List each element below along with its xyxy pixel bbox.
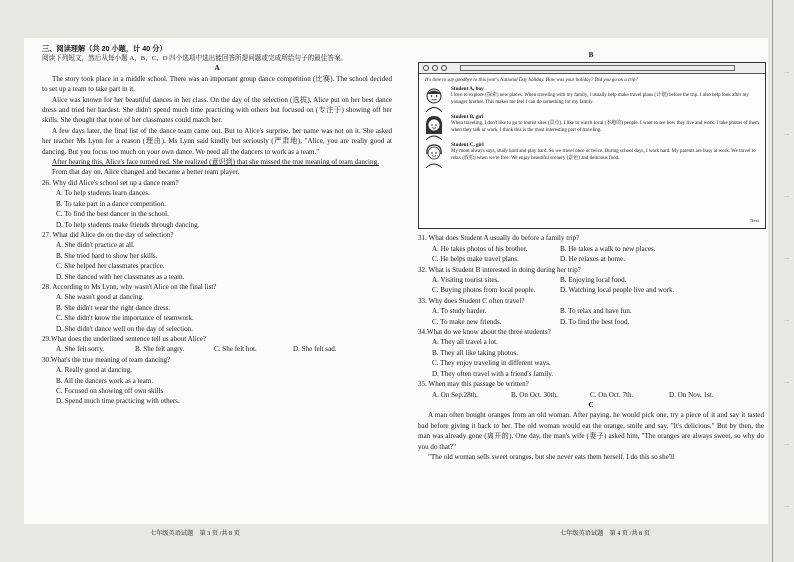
option: C. She felt hot. (214, 345, 257, 354)
option: C. Buying photos from local people. (432, 286, 536, 295)
option-row (432, 317, 764, 327)
section-title: 三、阅读理解（共 20 小题，计 40 分） (42, 44, 167, 53)
option-row (432, 390, 764, 400)
question-26: 26. Why did Alice's school set up a dance team? (42, 178, 179, 187)
browser-window-illustration (418, 62, 766, 229)
passage-c-para: "The old woman sells sweet oranges, but she never eats them herself. I do this so she'll (428, 452, 675, 461)
option: C. He helps make travel plans. (432, 255, 519, 264)
girl-avatar-icon (423, 142, 445, 168)
margin-tick: 一 (784, 71, 790, 77)
option: A. Visiting tourist sites. (432, 276, 500, 285)
passage-b-label: B (588, 51, 594, 59)
student-a-post (419, 84, 765, 112)
student-c-text: My mom always says, study hard and play hard. So we travel once or twice. During school days, I work hard. My parents are busy at work. We travel to relax (放松) when we're free. We enjoy beautiful scenery (景色) and delicious food. (451, 149, 756, 161)
question-29: 29.What does the underlined sentence tell us about Alice? (42, 334, 207, 343)
option: D. She didn't dance well on the day of selection. (56, 324, 194, 333)
passage-a-para: Alice was known for her beautiful dances in her class. On the day of the selection (选拔), Alice put on her best dance dress and tried her hardest. She didn't spend much time practicing with others but focused on (专注于) showing off her skills. She thought that none of her classmates could match her. (42, 95, 392, 125)
question-30: 30.What's the true meaning of team dancing? (42, 355, 171, 364)
option: D. Spend much time practicing with others. (56, 397, 180, 406)
section-instructions: 阅读下列短文，然后从每小题 A、B、C、D 四个选项中选出能回答所提问题或完成所给句子的最佳答案。 (42, 55, 348, 63)
option: B. To relax and have fun. (560, 307, 632, 316)
page-marker: Next (750, 218, 759, 223)
passage-a-underlined-para: After hearing this, Alice's face turned red. She realized (意识到) that she missed the true meaning of team dancing. (52, 158, 379, 167)
option: C. To find the best dancer in the school. (56, 210, 169, 219)
student-a-text: I love to explore (探索) new places. When traveling with my family, I usually help make travel plans (计划) before the trip. I also help look after my younger brother. This makes me feel I can do something for my family. (451, 93, 749, 105)
option: A. To study harder. (432, 307, 487, 316)
option: A. He takes photos of his brother. (432, 244, 528, 253)
option: A. To help students learn dances. (56, 189, 150, 198)
option-row (432, 306, 764, 316)
margin-tick: 一 (784, 195, 790, 201)
passage-a-para: A few days later, the final list of the dance team came out. But to Alice's surprise, her name was not on it. She asked her teacher Ms Lynn for a reason (理由). Ms Lynn said kindly but seriously (严肃地), "Alice, you are really good at dancing. But you focus too much on your own dance. We need all the dancers to work as a team." (42, 126, 392, 156)
option-row (432, 275, 764, 285)
option: B. Enjoying local food. (560, 276, 627, 285)
left-page-footer: 七年级英语试题 第 3 页 /共 8 页 (150, 530, 240, 537)
option-row (432, 254, 764, 264)
question-33: 33. Why does Student C often travel? (418, 296, 525, 305)
option: B. She tried hard to show her skills. (56, 251, 158, 260)
option: A. They all travel a lot. (432, 338, 498, 347)
option: C. She didn't know the importance of teamwork. (56, 314, 194, 323)
passage-c-para: A man often bought oranges from an old woman. After paying, he would pick one, try a piece of it and say it tasted bad before giving it back to her. The old woman would eat the orange, smile and say, "It's delicious." But by then, the man was already gone (离开的). One day, the man's wife (妻子) asked him, "The oranges are always sweet, so why do you do that?" (418, 411, 764, 451)
option: B. He takes a walk to new places. (560, 244, 656, 253)
passage-a-para: The story took place in a middle school. There was an important group dance competition (比赛). The school decided to set up a team to take part in it. (42, 74, 392, 94)
option: D. She felt sad. (293, 345, 337, 354)
margin-tick: 一 (784, 257, 790, 263)
option: B. To take part in a dance competition. (56, 199, 166, 208)
option: C. On Oct. 7th. (590, 390, 634, 399)
boy-avatar-icon (423, 86, 445, 112)
margin-tick: 一 (784, 381, 790, 387)
margin-tick: 一 (784, 133, 790, 139)
margin-tick: 一 (784, 319, 790, 325)
window-dot-icon (432, 65, 438, 71)
question-28: 28. According to Ms Lynn, why wasn't Alice on the final list? (42, 282, 217, 291)
option: C. Focused on showing off own skills (56, 387, 164, 395)
student-c-post (419, 140, 765, 168)
web-prompt: It's time to say goodbye to this year's National Day holiday. How was your holiday? Did you go on a trip? (425, 78, 638, 84)
option: A. She didn't practice at all. (56, 241, 135, 250)
option: D. He relaxes at home. (560, 255, 626, 264)
option: A. On Sep.28th. (432, 390, 478, 399)
binding-line (772, 0, 773, 562)
option: C. To make new friends. (432, 317, 502, 326)
girl-avatar-icon (423, 114, 445, 140)
option: B. She felt angry. (135, 345, 185, 354)
student-b-post (419, 112, 765, 140)
option: D. On Nov. 1st. (669, 390, 714, 399)
address-bar (460, 65, 735, 71)
student-b-text: When traveling, I don't like to go to tourist sites (景点). I like to watch local (本地的) people. I want to see how they live and work. I take photos of them when they talk or work. I think this is the most interesting part of traveling. (451, 121, 759, 133)
window-dot-icon (423, 65, 429, 71)
option: D. She danced with her classmates as a team. (56, 272, 185, 281)
question-34: 34.What do we know about the three students? (418, 328, 551, 337)
option: B. They all like taking photos. (432, 348, 518, 357)
option: D. Watching local people live and work. (560, 286, 675, 295)
student-a-name: Student A, boy (451, 86, 484, 93)
option: D. To find the best food. (560, 317, 630, 326)
right-page (418, 50, 764, 462)
right-page-footer: 七年级英语试题 第 4 页 /共 8 页 (560, 530, 650, 537)
option: A. She felt sorry. (56, 345, 105, 354)
option-row (432, 285, 764, 295)
question-27: 27. What did Alice do on the day of selection? (42, 230, 174, 239)
question-35: 35. When may this passage be written? (418, 380, 529, 389)
option: B. On Oct. 30th. (511, 390, 558, 399)
passage-c-label: C (588, 400, 594, 409)
option-row (432, 244, 764, 254)
question-31: 31. What does Student A usually do before a family trip? (418, 234, 580, 243)
question-32: 32. What is Student B interested in doing during her trip? (418, 265, 581, 274)
option: A. Really good at dancing. (56, 366, 133, 375)
option: C. They enjoy traveling in different ways. (432, 359, 551, 368)
passage-a-para: From that day on, Alice changed and became a better team player. (52, 168, 240, 177)
window-dot-icon (441, 65, 447, 71)
left-page (42, 44, 392, 407)
student-c-name: Student C, girl (451, 142, 484, 149)
margin-tick: 一 (784, 505, 790, 511)
option: B. She didn't wear the right dance dress. (56, 303, 171, 312)
student-b-name: Student B, girl (451, 114, 484, 121)
window-titlebar (419, 63, 765, 74)
option: A. She wasn't good at dancing. (56, 293, 144, 302)
option-row (56, 344, 392, 354)
passage-a-label: A (214, 64, 220, 73)
margin-tick: 一 (784, 443, 790, 449)
option: C. She helped her classmates practice. (56, 262, 165, 271)
option: D. To help students make friends through dancing. (56, 220, 200, 229)
option: B. All the dancers work as a team. (56, 376, 154, 385)
option: D. They often travel with a friend's family. (432, 369, 554, 378)
